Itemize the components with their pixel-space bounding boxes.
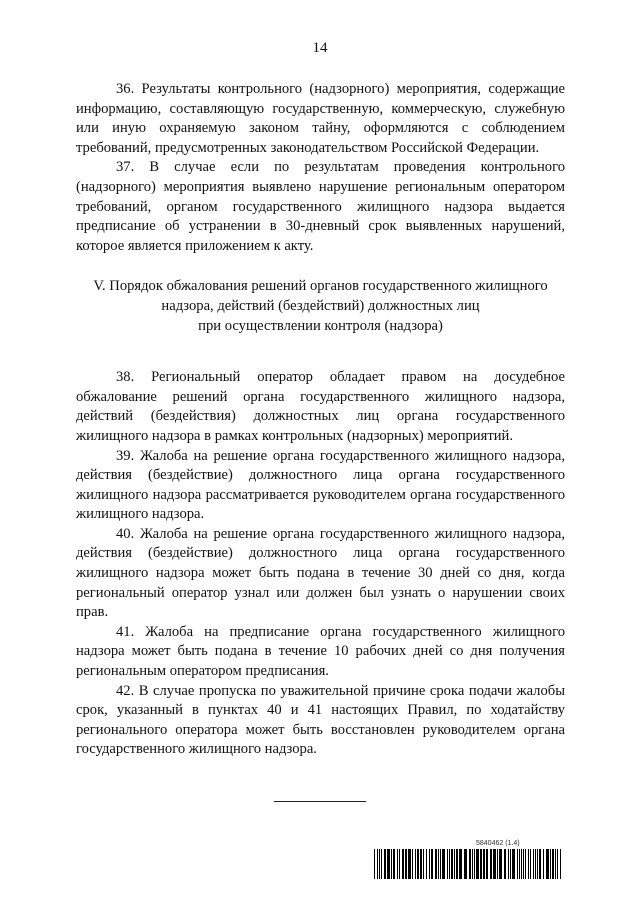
paragraph-39: 39. Жалоба на решение органа государственного жилищного надзора, действия (бездействие) должностного лица органа государственного жилищного надзора рассматривается руководителем органа государственного жилищного надзора. (76, 447, 565, 523)
paragraph-42: 42. В случае пропуска по уважительной причине срока подачи жалобы срок, указанный в пунктах 40 и 41 настоящих Правил, по ходатайству регионального оператора может быть восстановлен руководителем органа государственного жилищного надзора. (76, 682, 565, 758)
paragraph-37: 37. В случае если по результатам проведения контрольного (надзорного) мероприятия выявлено нарушение региональным оператором требований, органом государственного жилищного надзора выдается предписание об устранении в 30-дневный срок выявленных нарушений, которое является приложением к акту. (76, 159, 565, 254)
document-body (76, 80, 565, 760)
page-number: 14 (312, 40, 328, 56)
section-heading-line: V. Порядок обжалования решений органов государственного жилищного (93, 278, 548, 295)
paragraph-38: 38. Региональный оператор обладает правом на досудебное обжалование решений органа государственного жилищного надзора, действий (бездействия) должностных лиц органа государственного жилищного надзора в рамках контрольных (надзорных) мероприятий. (76, 369, 565, 444)
paragraph-36: 36. Результаты контрольного (надзорного) мероприятия, содержащие информацию, составляющую государственную, коммерческую, служебную или иную охраняемую законом тайну, оформляются с соблюдением требований, предусмотренных законодательством Российской Федерации. (76, 81, 565, 156)
barcode-label: 5840462 (1.4) (476, 840, 520, 847)
section-heading-line: при осуществлении контроля (надзора) (198, 317, 443, 334)
section-heading (76, 277, 565, 336)
barcode-icon (374, 849, 562, 879)
footer-rule (274, 801, 366, 802)
section-heading-line: надзора, действий (бездействий) должностных лиц (161, 297, 480, 314)
paragraph-40: 40. Жалоба на решение органа государственного жилищного надзора, действия (бездействие) должностного лица органа государственного жилищного надзора может быть подана в течение 30 дней со дня, когда региональный оператор узнал или должен был узнать о нарушении своих прав. (76, 525, 565, 621)
paragraph-41: 41. Жалоба на предписание органа государственного жилищного надзора может быть подана в течение 10 рабочих дней со дня получения региональным оператором предписания. (76, 623, 565, 680)
